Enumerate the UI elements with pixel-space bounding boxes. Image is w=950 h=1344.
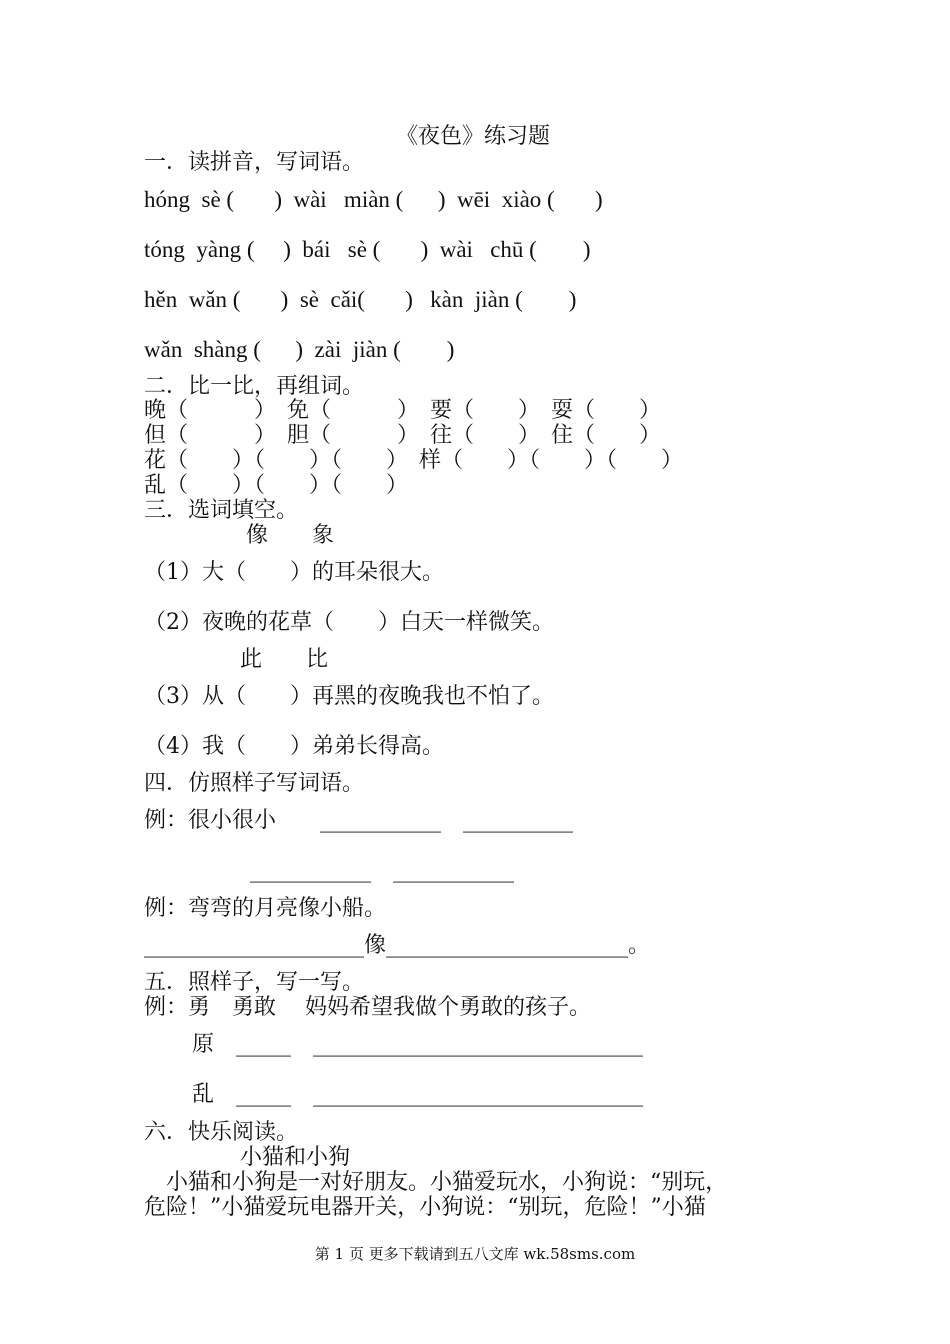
section-3-heading: 三．选词填空。 <box>144 498 299 523</box>
example-1: 例：很小很小 ___________ __________ <box>144 808 574 833</box>
section-4-heading: 四．仿照样子写词语。 <box>144 771 365 796</box>
fill-question-3: （3）从（ ）再黑的夜晚我也不怕了。 <box>144 684 554 709</box>
section-5-example: 例：勇 勇敢 妈妈希望我做个勇敢的孩子。 <box>144 995 591 1020</box>
example-2-blanks: ____________________像______________________。 <box>144 933 651 958</box>
pinyin-row-3: hěn wǎn ( ) sè cǎi( ) kàn jiàn ( ) <box>144 287 577 312</box>
page-footer: 第 1 页 更多下载请到五八文库 wk.58sms.com <box>314 1245 636 1263</box>
section-6-heading: 六．快乐阅读。 <box>144 1120 299 1145</box>
compare-row-2: 但（ ） 胆（ ） 往（ ） 住（ ） <box>144 423 662 448</box>
fill-question-4: （4）我（ ）弟弟长得高。 <box>144 734 444 759</box>
example-2: 例：弯弯的月亮像小船。 <box>144 896 387 921</box>
word-pair-2: 此 比 <box>240 647 329 672</box>
section-2-heading: 二．比一比，再组词。 <box>144 374 365 399</box>
section-5-heading: 五．照样子，写一写。 <box>144 970 365 995</box>
pinyin-row-4: wǎn shàng ( ) zài jiàn ( ) <box>144 337 455 362</box>
section-5-row-1: 原 _____ ______________________________ <box>192 1032 644 1057</box>
compare-row-4: 乱（ ）（ ）（ ） <box>144 473 409 498</box>
fill-question-2: （2）夜晚的花草（ ）白天一样微笑。 <box>144 610 554 635</box>
fill-question-1: （1）大（ ）的耳朵很大。 <box>144 560 444 585</box>
story-title: 小猫和小狗 <box>240 1145 351 1170</box>
section-1-heading: 一．读拼音，写词语。 <box>144 150 365 175</box>
page-title: 《夜色》练习题 <box>396 124 551 149</box>
section-5-row-2: 乱 _____ ______________________________ <box>192 1082 644 1107</box>
pinyin-row-1: hóng sè ( ) wài miàn ( ) wēi xiào ( ) <box>144 187 603 212</box>
example-1-blanks: ___________ ___________ <box>250 858 515 883</box>
compare-row-3: 花（ ）（ ）（ ） 样（ ）（ ）（ ） <box>144 448 684 473</box>
story-line-1: 小猫和小狗是一对好朋友。小猫爱玩水，小狗说：“别玩， <box>144 1170 728 1195</box>
story-line-2: 危险！”小猫爱玩电器开关，小狗说：“别玩，危险！”小猫 <box>144 1195 706 1220</box>
pinyin-row-2: tóng yàng ( ) bái sè ( ) wài chū ( ) <box>144 237 591 262</box>
word-pair-1: 像 象 <box>246 523 335 548</box>
compare-row-1: 晚（ ） 免（ ） 要（ ） 耍（ ） <box>144 398 662 423</box>
